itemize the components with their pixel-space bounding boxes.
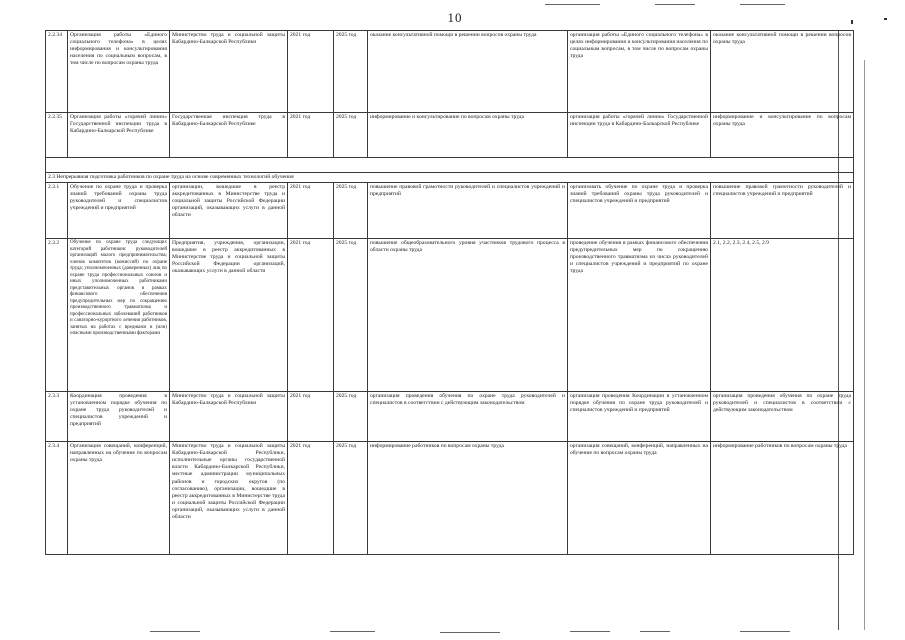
activity-cell: Организация совещаний, конференций, направленных на обучение по вопросам охраны труда [68,442,170,555]
start-year-cell: 2021 год [288,239,334,392]
row-number: 2.2.34 [46,31,68,113]
scan-edge-line [864,60,865,630]
start-year-cell: 2021 год [288,392,334,442]
scan-dash [440,632,500,633]
scan-mark [884,18,887,20]
indicator-cell: повышение общеобразовательного уровня участников трудового процесса в области охраны труда [368,239,568,392]
end-year-cell: 2025 год [334,31,368,113]
indicator-cell: оказание консультативной помощи в решении вопросов охраны труда [368,31,568,113]
end-year-cell: 2025 год [334,392,368,442]
table-row [46,31,854,113]
link-cell: оказание консультативной помощи в решении вопросов охраны труда [711,31,854,113]
section-title: 2.3 Непрерывная подготовка работников по охране труда на основе современных технологий обучения [46,173,854,183]
row-number: 2.3.4 [46,442,68,555]
executor-cell: Государственная инспекция труда в Кабардино-Балкарской Республике [170,113,288,158]
link-cell: информирование и консультирование по вопросам охраны труда [711,113,854,158]
start-year-cell: 2021 год [288,31,334,113]
spacer-row [46,158,854,173]
result-cell: организация совещаний, конференций, направленных на обучение по вопросам охраны труда [568,442,711,555]
activity-cell: Организация работы «горячей линии» Государственной инспекции труда в Кабардино-Балкарской Республике [68,113,170,158]
scan-dash [545,4,600,5]
action-plan-table [45,30,854,555]
indicator-cell: информирование работников по вопросам охраны труда [368,442,568,555]
executor-cell: организации, вошедшие в реестр аккредитованных в Министерстве труда и социальной защиты Российской Федерации организаций, оказывающих услуги в данной области [170,183,288,239]
indicator-cell: информирование и консультирование по вопросам охраны труда [368,113,568,158]
start-year-cell: 2021 год [288,113,334,158]
scan-dash [150,631,200,632]
link-cell: 2.1, 2.2, 2.3, 2.4, 2.5, 2.9 [711,239,854,392]
activity-cell: Обучение по охране труда следующих категорий работников: руководителей организаций малого предпринимательства; членов комитетов (комиссий) по охране труда; уполномоченных (доверенных) лиц по охране труда профессиональных союзов и иных уполномоченных работниками представительных органов в рамках финансового обеспечения предупредительных мер по сокращению производственного травматизма и профессиональных заболеваний работников и санаторно-курортного лечения работников, занятых на работах с вредными и (или) опасными производственными факторами [68,239,170,392]
scan-dash [655,4,695,5]
link-cell: информирование работников по вопросам охраны труда [711,442,854,555]
executor-cell: Предприятия, учреждения, организации, вошедшие в реестр аккредитованных в Министерстве труда и социальной защиты Российской Федерации организаций, оказывающих услуги в данной области [170,239,288,392]
end-year-cell: 2025 год [334,239,368,392]
indicator-cell: организация проведения обучения по охране труда руководителей и специалистов в соответствии с действующим законодательством [368,392,568,442]
end-year-cell: 2025 год [334,113,368,158]
scan-dash [740,631,790,632]
section-row [46,173,854,183]
link-cell: повышение правовой грамотности руководителей и специалистов учреждений и предприятий [711,183,854,239]
activity-cell: Координация проведения в установленном порядке обучения по охране труда руководителей и специалистов учреждений и предприятий [68,392,170,442]
executor-cell: Министерство труда и социальной защиты Кабардино-Балкарской Республики [170,392,288,442]
row-number: 2.2.35 [46,113,68,158]
end-year-cell: 2025 год [334,183,368,239]
scan-mark [851,20,853,24]
executor-cell: Министерство труда и социальной защиты Кабардино-Балкарской Республики, исполнительные органы государственной власти Кабардино-Балкарской Республики, местные администрации муниципальных районов и городских округов (по согласованию), организации, вошедшие в реестр аккредитованных в Министерстве труда и социальной защиты Российской Федерации организаций, оказывающих услуги в данной области [170,442,288,555]
end-year-cell: 2025 год [334,442,368,555]
link-cell: организация проведения обучения по охране труда руководителей и специалистов в соответствии с действующим законодательством [711,392,854,442]
table-row [46,392,854,442]
scan-dash [640,631,670,632]
scan-dash [570,631,610,632]
result-cell: организовать обучение по охране труда и проверка знаний требований охраны труда руководителей и специалистов учреждений и предприятий [568,183,711,239]
scan-dash [330,631,375,632]
activity-cell: Организация работы «Единого социального телефона» в целях информирования и консультирования населения по социальным вопросам, в том числе по вопросам охраны труда [68,31,170,113]
table-row [46,239,854,392]
result-cell: организация работы «горячей линии» Государственной инспекции труда в Кабардино-Балкарской Республике [568,113,711,158]
result-cell: проведение обучения в рамках финансового обеспечения предупредительных мер по сокращению производственного травматизма из числа руководителей и специалистов учреждений и предприятий по охране труда [568,239,711,392]
table-row [46,183,854,239]
scan-dash [740,4,785,5]
start-year-cell: 2021 год [288,442,334,555]
row-number: 2.3.2 [46,239,68,392]
page-number: 10 [447,10,463,25]
activity-cell: Обучение по охране труда и проверка знаний требований охраны труда руководителей и специалистов учреждений и предприятий [68,183,170,239]
indicator-cell: повышение правовой грамотности руководителей и специалистов учреждений и предприятий [368,183,568,239]
result-cell: организация проведения Координации в установленном порядке обучения по охране труда руководителей и специалистов учреждений и предприятий [568,392,711,442]
table-row [46,442,854,555]
start-year-cell: 2021 год [288,183,334,239]
spacer-cell [46,158,854,173]
table-row [46,113,854,158]
row-number: 2.3.3 [46,392,68,442]
row-number: 2.3.1 [46,183,68,239]
result-cell: организация работы «Единого социального телефона» в целях информирования и консультирования населения по социальным вопросам, в том числе по вопросам охраны труда [568,31,711,113]
executor-cell: Министерство труда и социальной защиты Кабардино-Балкарской Республики [170,31,288,113]
